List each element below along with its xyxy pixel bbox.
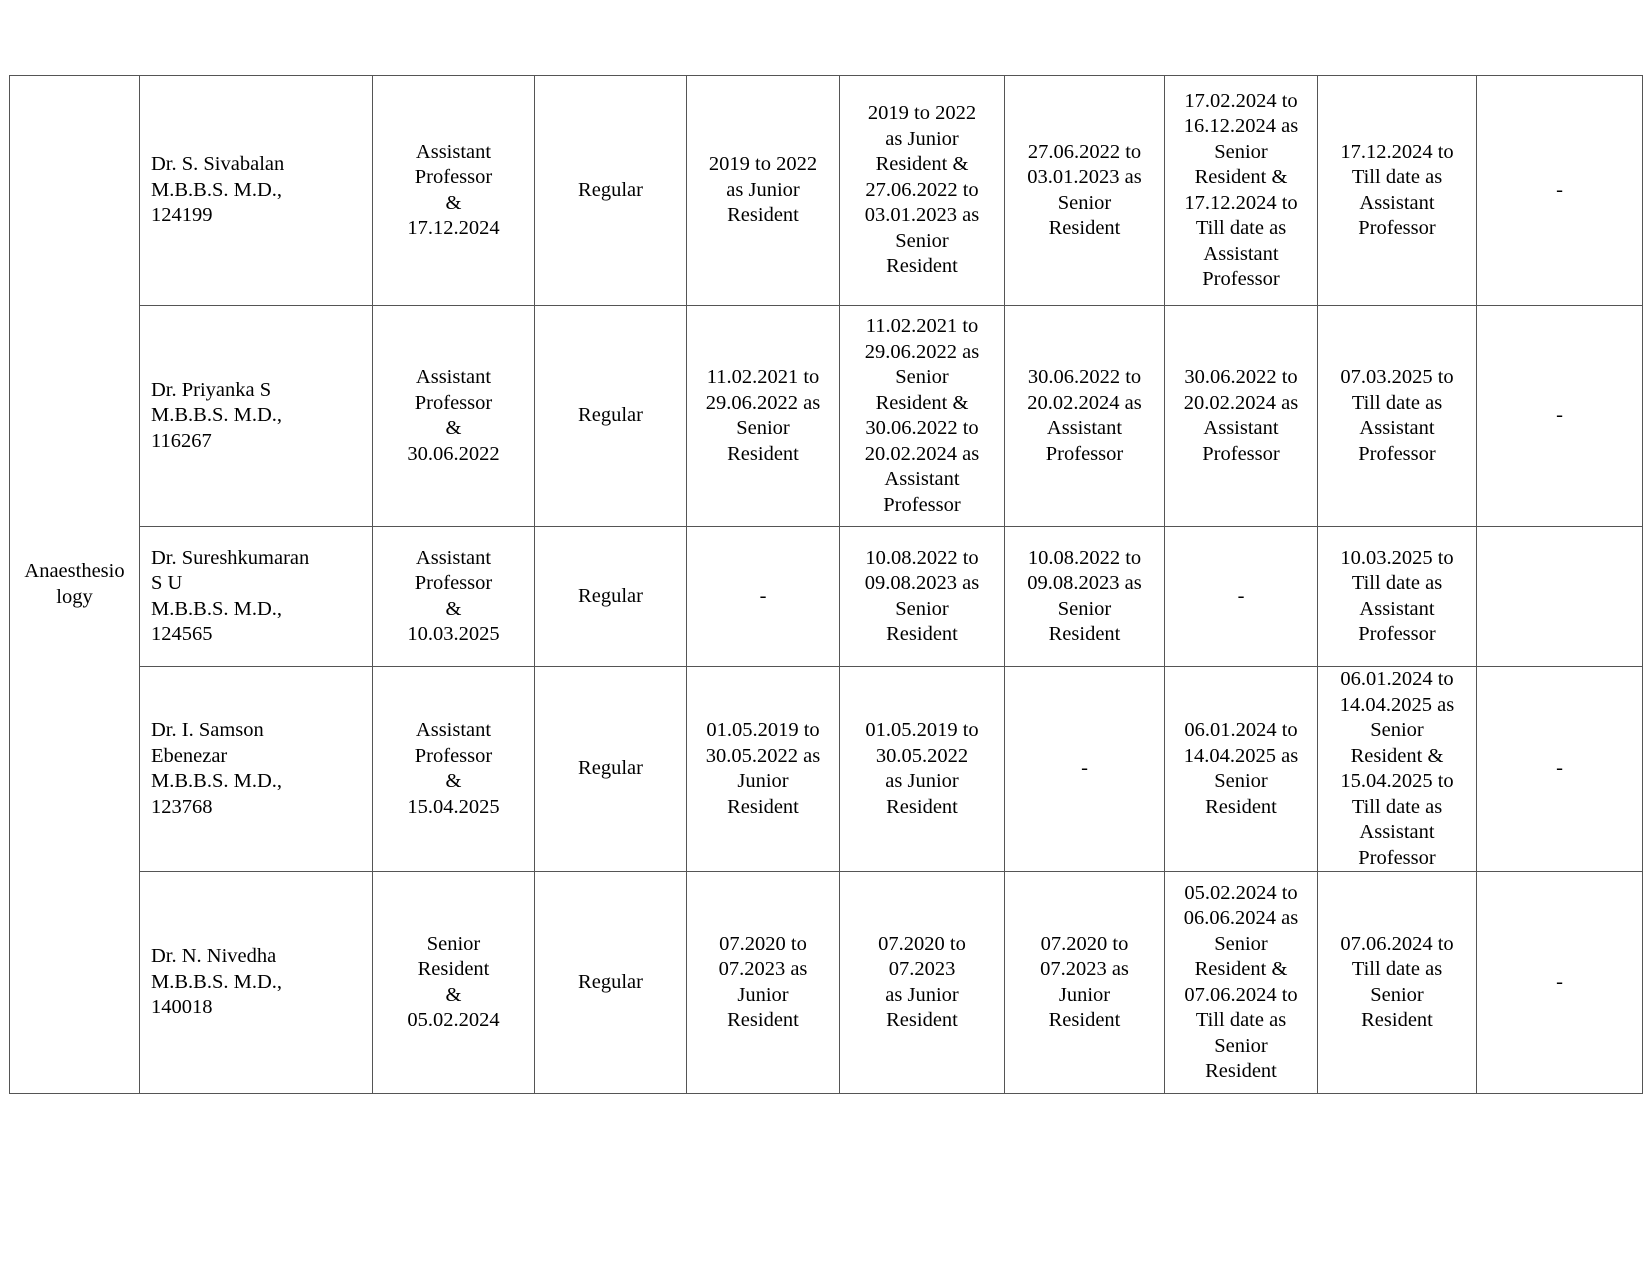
table-row (10, 667, 1643, 872)
faculty-name-cell: Dr. S. Sivabalan M.B.B.S. M.D., 124199 (140, 76, 373, 306)
experience-cell: 17.02.2024 to 16.12.2024 as Senior Resident & 17.12.2024 to Till date as Assistant Professor (1165, 76, 1318, 306)
designation-cell: Senior Resident & 05.02.2024 (373, 872, 535, 1094)
table-row (10, 76, 1643, 306)
experience-cell: - (1165, 527, 1318, 667)
experience-cell: 01.05.2019 to 30.05.2022 as Junior Resident (687, 667, 840, 872)
designation-cell: Assistant Professor & 15.04.2025 (373, 667, 535, 872)
experience-cell: 01.05.2019 to 30.05.2022 as Junior Resident (840, 667, 1005, 872)
designation-cell: Assistant Professor & 17.12.2024 (373, 76, 535, 306)
experience-cell: 06.01.2024 to 14.04.2025 as Senior Resident & 15.04.2025 to Till date as Assistant Professor (1318, 667, 1477, 872)
designation-cell: Assistant Professor & 30.06.2022 (373, 306, 535, 527)
experience-cell: - (1005, 667, 1165, 872)
table-row (10, 872, 1643, 1094)
faculty-name-cell: Dr. I. Samson Ebenezar M.B.B.S. M.D., 123768 (140, 667, 373, 872)
experience-cell: 05.02.2024 to 06.06.2024 as Senior Resident & 07.06.2024 to Till date as Senior Resident (1165, 872, 1318, 1094)
experience-cell: 27.06.2022 to 03.01.2023 as Senior Resident (1005, 76, 1165, 306)
experience-cell: 30.06.2022 to 20.02.2024 as Assistant Professor (1005, 306, 1165, 527)
department-cell: Anaesthesio logy (10, 76, 140, 1094)
experience-cell: 07.03.2025 to Till date as Assistant Professor (1318, 306, 1477, 527)
remarks-cell (1477, 527, 1643, 667)
nature-cell: Regular (535, 527, 687, 667)
experience-cell: 10.08.2022 to 09.08.2023 as Senior Resident (840, 527, 1005, 667)
faculty-name-cell: Dr. Sureshkumaran S U M.B.B.S. M.D., 124565 (140, 527, 373, 667)
experience-cell: 11.02.2021 to 29.06.2022 as Senior Resident (687, 306, 840, 527)
nature-cell: Regular (535, 667, 687, 872)
experience-cell: 06.01.2024 to 14.04.2025 as Senior Resident (1165, 667, 1318, 872)
experience-cell: 11.02.2021 to 29.06.2022 as Senior Resident & 30.06.2022 to 20.02.2024 as Assistant Professor (840, 306, 1005, 527)
nature-cell: Regular (535, 76, 687, 306)
experience-cell: 2019 to 2022 as Junior Resident (687, 76, 840, 306)
table-row (10, 527, 1643, 667)
experience-cell: 2019 to 2022 as Junior Resident & 27.06.2022 to 03.01.2023 as Senior Resident (840, 76, 1005, 306)
remarks-cell: - (1477, 667, 1643, 872)
faculty-name-cell: Dr. N. Nivedha M.B.B.S. M.D., 140018 (140, 872, 373, 1094)
experience-cell: 10.08.2022 to 09.08.2023 as Senior Resident (1005, 527, 1165, 667)
experience-cell: - (687, 527, 840, 667)
experience-cell: 10.03.2025 to Till date as Assistant Professor (1318, 527, 1477, 667)
experience-cell: 07.06.2024 to Till date as Senior Resident (1318, 872, 1477, 1094)
designation-cell: Assistant Professor & 10.03.2025 (373, 527, 535, 667)
remarks-cell: - (1477, 872, 1643, 1094)
nature-cell: Regular (535, 872, 687, 1094)
experience-cell: 07.2020 to 07.2023 as Junior Resident (840, 872, 1005, 1094)
faculty-table (9, 75, 1643, 1094)
experience-cell: 30.06.2022 to 20.02.2024 as Assistant Professor (1165, 306, 1318, 527)
table-row (10, 306, 1643, 527)
remarks-cell: - (1477, 306, 1643, 527)
experience-cell: 07.2020 to 07.2023 as Junior Resident (1005, 872, 1165, 1094)
nature-cell: Regular (535, 306, 687, 527)
experience-cell: 07.2020 to 07.2023 as Junior Resident (687, 872, 840, 1094)
experience-cell: 17.12.2024 to Till date as Assistant Professor (1318, 76, 1477, 306)
faculty-name-cell: Dr. Priyanka S M.B.B.S. M.D., 116267 (140, 306, 373, 527)
remarks-cell: - (1477, 76, 1643, 306)
